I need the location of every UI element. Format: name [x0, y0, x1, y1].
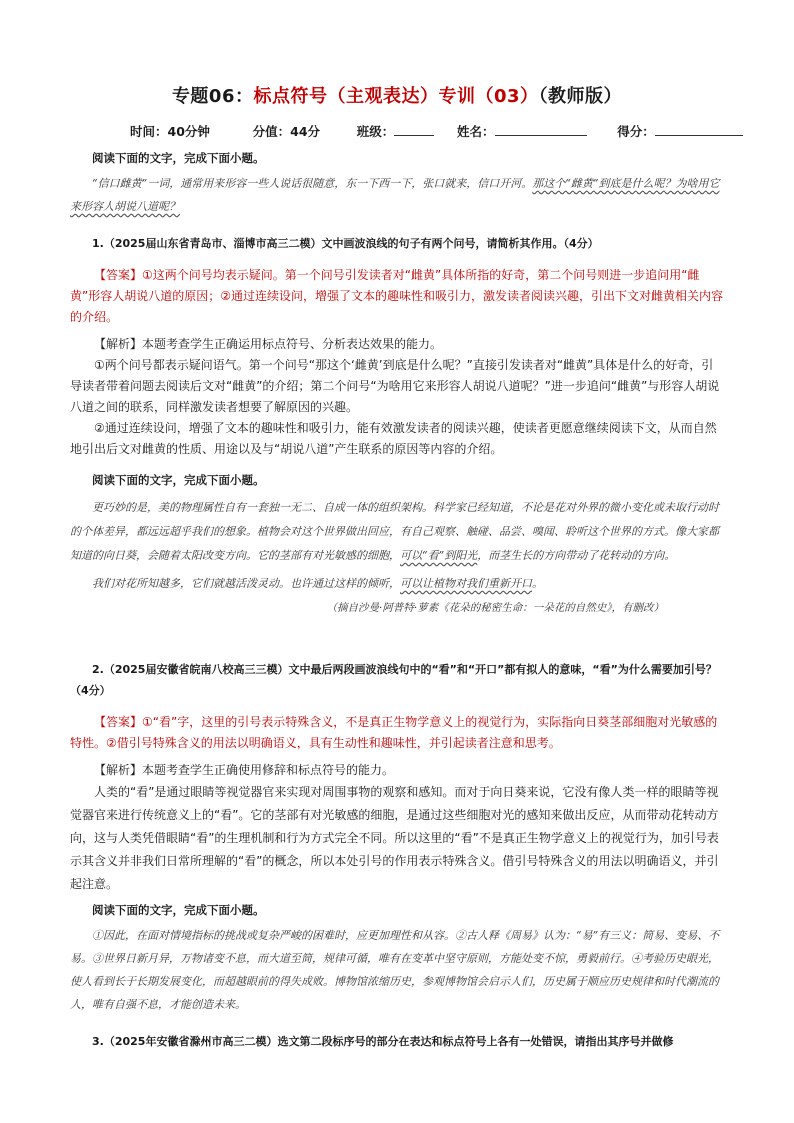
analysis-text: 本题考查学生正确运用标点符号、分析表达效果的能力。: [142, 337, 443, 351]
q1-analysis-point-1: ①两个问号都表示疑问语气。第一个问号“那这个‘雌黄’到底是什么呢？”直接引发读者对“雌黄”具体是什么的好奇，引导读者带着问题去阅读后文对“雌黄”的介绍；第二个问号“为啥用它来形容人胡说八道呢？”进一步追问“雌黄”与形容人胡说八道之间的联系，同样激发读者想要了解原因的兴趣。: [70, 358, 720, 414]
sec1-passage-wavy: 那这个“雌黄”到底是什么呢？为啥用它来形容人胡说八道呢？: [70, 177, 720, 213]
sec2-passage-wavy-1: 可以“看”到阳光: [400, 549, 478, 562]
q2-analysis-head: [70, 760, 724, 781]
sec1-passage-a: “信口雌黄”一词，通常用来形容一些人说话很随意，东一下西一下，张口就来，信口开河。: [92, 177, 533, 190]
analysis-tag: 【解析】: [94, 337, 143, 351]
q2-answer: [70, 712, 724, 754]
sec3-passage: [70, 924, 724, 1016]
got-label: 得分：: [617, 124, 655, 139]
answer-text: ①“看”字，这里的引号表示特殊含义，不是真正生物学意义上的视觉行为，实际指向日葵茎部细胞对光敏感的特性。②借引号特殊含义的用法以明确语义，具有生动性和趣味性，并引起读者注意和思考。: [70, 715, 718, 750]
sec2-source: （摘自沙曼·阿普特·萝素《花朵的秘密生命：一朵花的自然史》，有删改）: [326, 602, 664, 614]
name-label: 姓名：: [456, 124, 495, 139]
class-blank[interactable]: [394, 123, 434, 136]
got-blank[interactable]: [655, 123, 743, 136]
analysis-text: 本题考查学生正确使用修辞和标点符号的能力。: [142, 763, 395, 777]
q3-text: 3.（2025年安徽省滁州市高三二模）选文第二段标序号的部分在表达和标点符号上各有一处错误，请指出其序号并做修: [92, 1035, 674, 1048]
title-suffix: （教师版）: [538, 86, 623, 107]
q1-analysis-point-2: ②通过连续设问，增强了文本的趣味性和吸引力，能有效激发读者的阅读兴趣，使读者更愿意继续阅读下文，从而自然地引出后文对雌黄的性质、用途以及与“胡说八道”产生联系的原因等内容的介绍。: [70, 421, 717, 456]
sec2-passage-2c: 。: [532, 577, 543, 590]
class-label: 班级：: [356, 124, 395, 139]
q2-analysis-body: 人类的“看”是通过眼睛等视觉器官来实现对周围事物的观察和感知。而对于向日葵来说，它没有像人类一样的眼睛等视觉器官来进行传统意义上的“看”。它的茎部有对光敏感的细胞，是通过这些细胞对光的感知来做出反应，从而带动花转动方向，这与人类凭借眼睛“看”的生理机制和行为方式完全不同。所以这里的“看”不是真正生物学意义上的视觉行为，加引号表示其含义并非我们日常所理解的“看”的概念，所以本处引号的作用表示特殊含义。借引号特殊含义的用法以明确语义，并引起注意。: [70, 785, 719, 891]
q2-text: 2.（2025届安徽省皖南八校高三三模）文中最后两段画波浪线句中的“看”和“开口”都有拟人的意味，“看”为什么需要加引号？（4分）: [70, 663, 717, 697]
answer-tag: 【答案】: [94, 715, 143, 729]
score-info: 分值：44分: [252, 124, 321, 139]
page-title: [0, 82, 794, 108]
sec3-lead: 阅读下面的文字，完成下面小题。: [92, 903, 265, 917]
analysis-tag: 【解析】: [94, 763, 143, 777]
time-info: 时间：40分钟: [130, 124, 210, 139]
sec2-lead: 阅读下面的文字，完成下面小题。: [92, 473, 265, 487]
sec1-passage: [70, 172, 724, 218]
question-3: [70, 1020, 724, 1063]
q1-analysis-head: [70, 334, 724, 355]
answer-text: ①这两个问号均表示疑问。第一个问号引发读者对“雌黄”具体所指的好奇，第二个问号则进一步追问用“雌黄”形容人胡说八道的原因；②通过连续设问，增强了文本的趣味性和吸引力，激发读者阅读兴趣，引出下文对雌黄相关内容的介绍。: [70, 268, 723, 324]
sec2-passage-wavy-2: 可以让植物对我们重新开口: [400, 577, 532, 590]
title-main: 标点符号（主观表达）专训（03）: [253, 86, 539, 107]
name-blank[interactable]: [495, 123, 587, 136]
sec2-passage-2a: 我们对花所知越多，它们就越活泼灵动。也许通过这样的倾听，: [92, 577, 400, 590]
sec3-passage-text: ①因此，在面对情境指标的挑战或复杂严峻的困难时，应更加理性和从容。②古人释《周易》认为：“易”有三义：简易、变易、不易。③世界日新月异，万物诸变不息，而大道至简，规律可循，唯有在变革中坚守原则，方能处变不惊，勇毅前行。④考验历史眼光，使人看到长于长期发展变化，而超越眼前的得失成败。博物馆浓缩历史，参观博物馆会启示人们，历史属于顺应历史规律和时代潮流的人，唯有自强不息，才能创造未来。: [70, 929, 720, 1011]
title-prefix: 专题06：: [171, 86, 254, 107]
sec2-passage-1c: ，而茎生长的方向带动了花转动的方向。: [477, 549, 676, 562]
q1-answer: [70, 265, 724, 328]
sec2-passage: [70, 496, 724, 619]
answer-tag: 【答案】: [94, 268, 143, 282]
question-1: [70, 222, 724, 460]
question-2: [70, 648, 724, 896]
sec1-lead: 阅读下面的文字，完成下面小题。: [92, 151, 265, 165]
exam-meta: [130, 122, 743, 140]
sec2-passage-1a: 更巧妙的是，美的物理属性自有一套独一无二、自成一体的组织架构。科学家已经知道，不论是花对外界的微小变化或未取行动时的个体差异，都远远超乎我们的想象。植物会对这个世界做出回应，有自己观察、触碰、品尝、嗅闻、聆听这个世界的方式。像大家都知道的向日葵，会随着太阳改变方向。它的茎部有对光敏感的细胞，: [70, 501, 719, 562]
q1-text: 1.（2025届山东省青岛市、淄博市高三二模）文中画波浪线的句子有两个问号，请简析其作用。（4分）: [92, 237, 599, 250]
